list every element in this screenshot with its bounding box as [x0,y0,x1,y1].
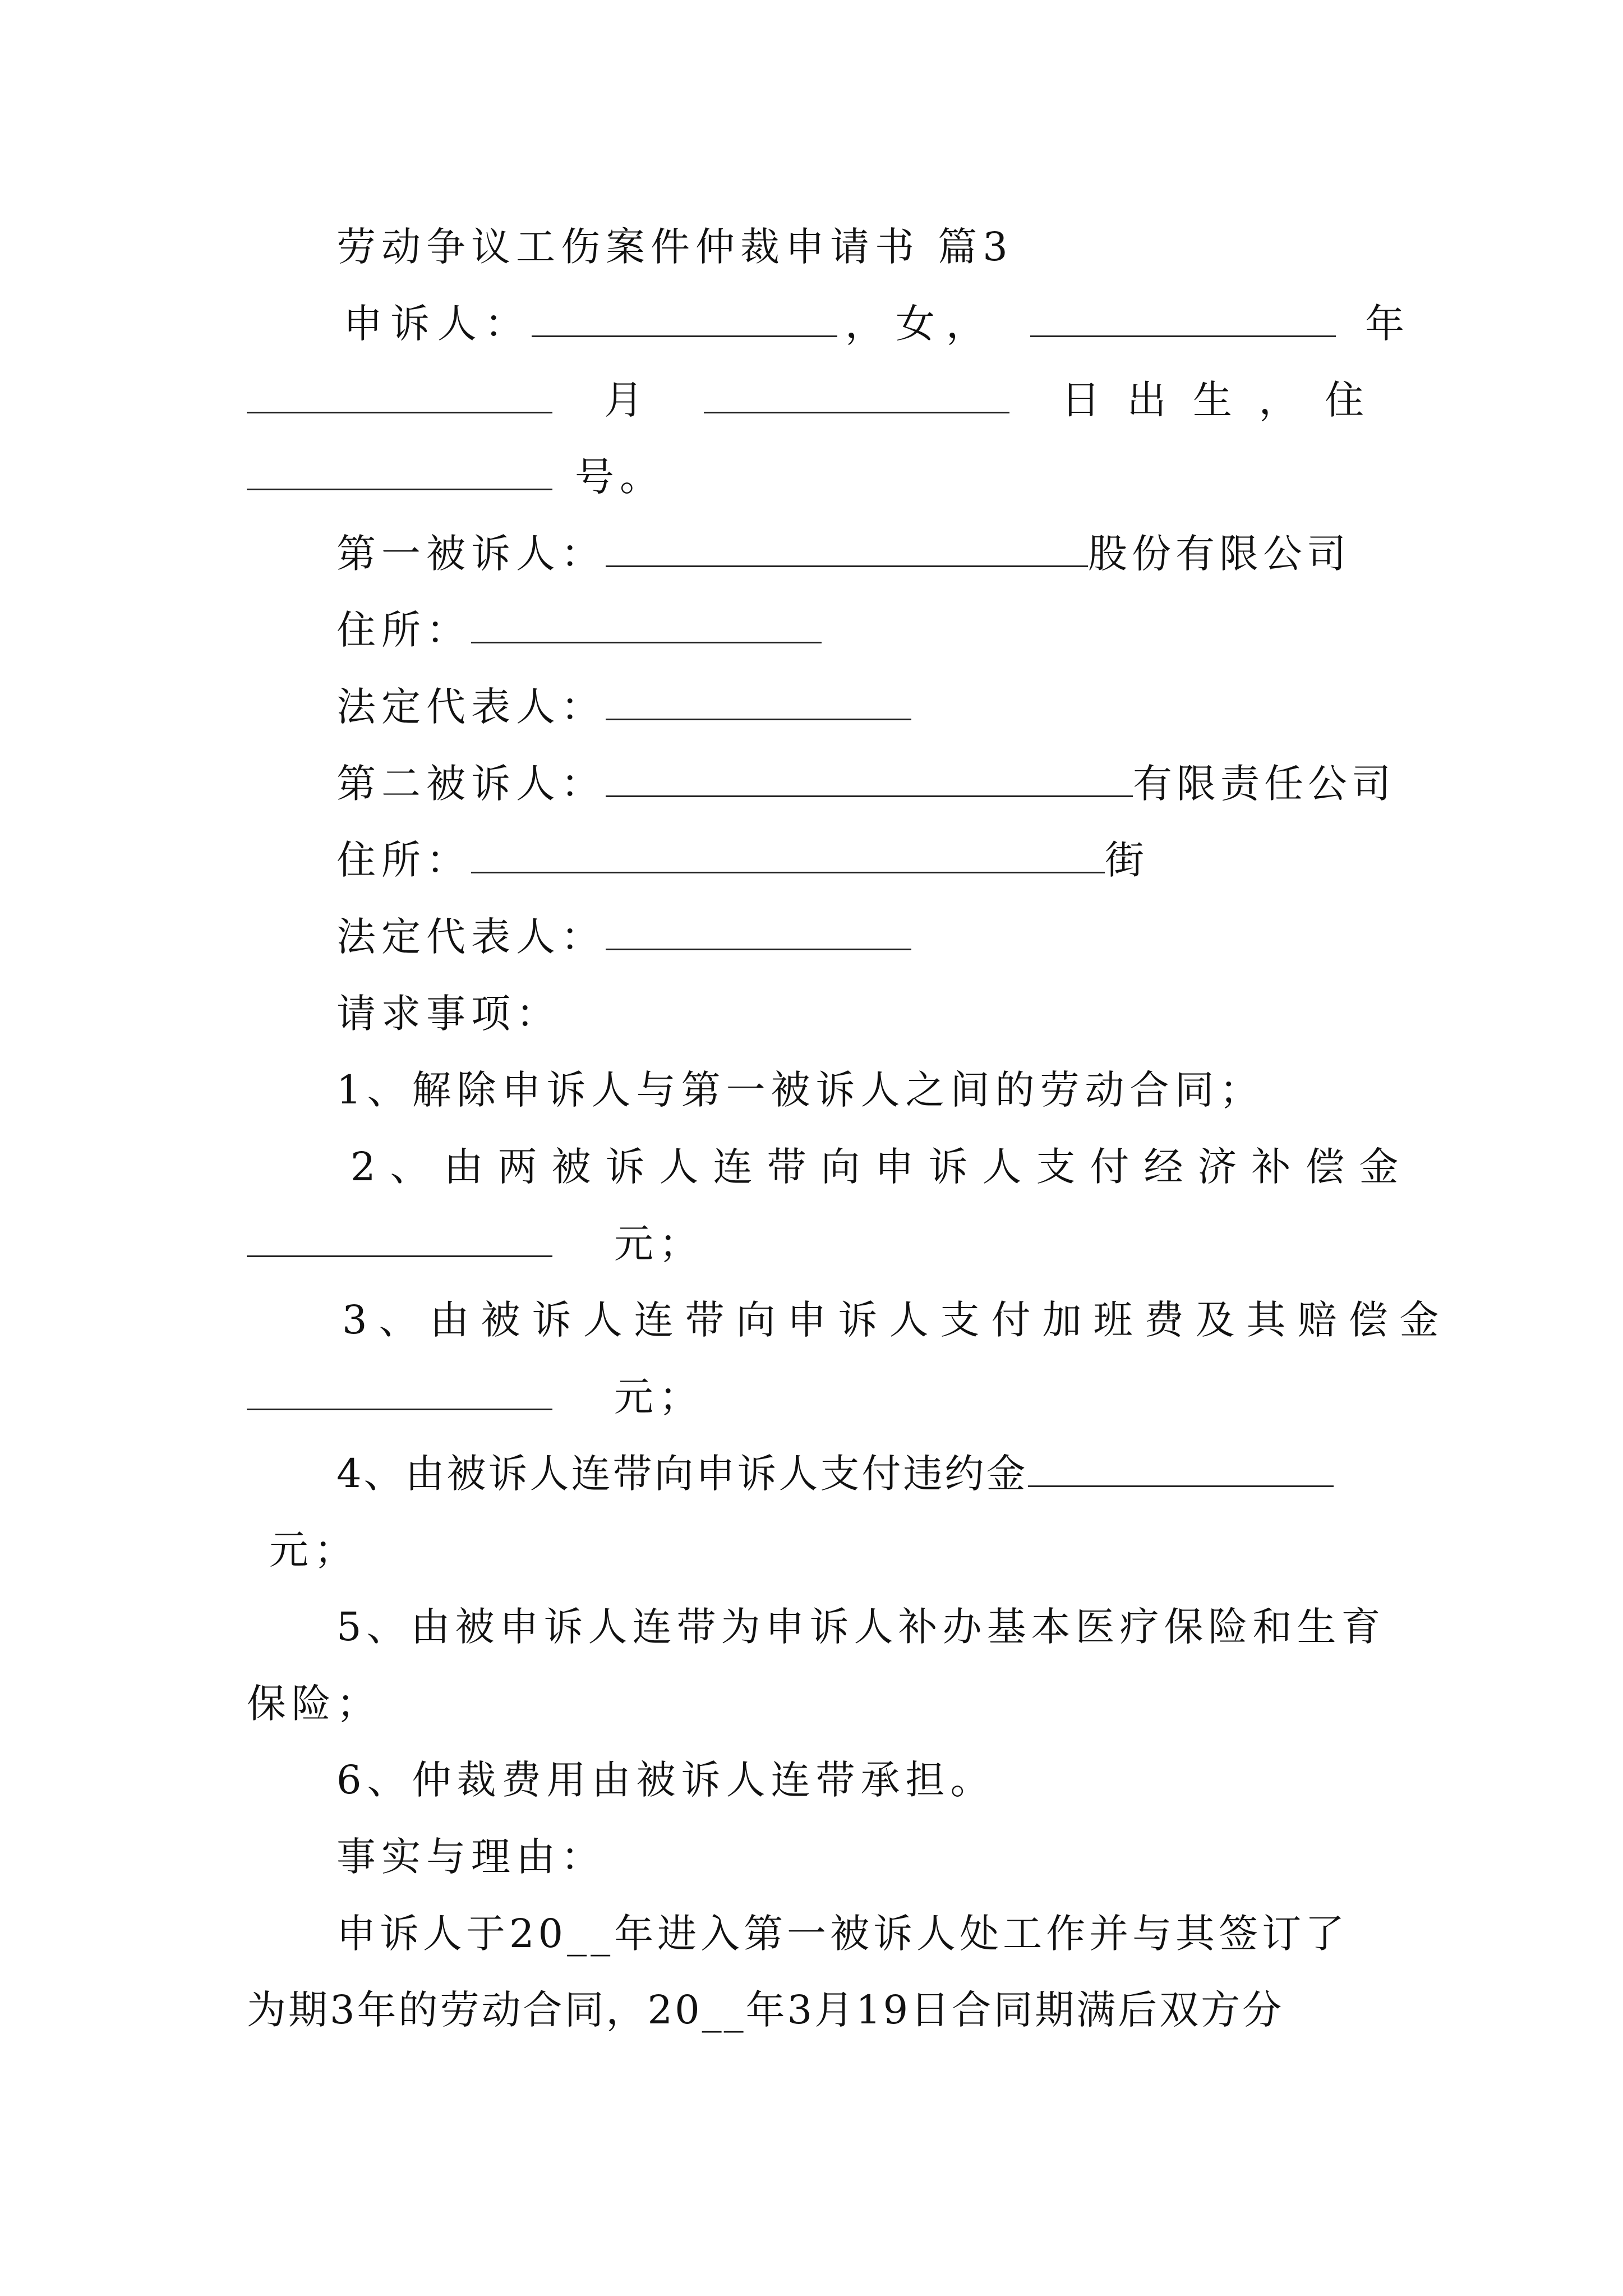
facts-heading: 事实与理由： [336,1834,606,1880]
claim-item-2-unit: 元； [614,1221,704,1267]
residence-number-blank [247,454,552,490]
claim-item-4: 4、由被诉人连带向申诉人支付违约金 [336,1451,1028,1497]
document-title: 劳动争议工伤案件仲裁申请书 篇3 [336,224,1013,270]
claim-item-4-amount-blank [1028,1451,1334,1487]
birth-year-label: 年 [1365,301,1404,347]
respondent1-address-label: 住所： [336,607,471,653]
claim-item-2-amount-blank [247,1221,552,1257]
respondent2-suffix: 有限责任公司 [1133,761,1395,807]
applicant-name-blank [532,301,837,337]
claim-item-3-unit: 元； [614,1374,704,1420]
respondent2-address-blank [471,837,1105,873]
claim-item-4-line [336,1448,1334,1499]
respondent2-rep-blank [606,914,911,950]
applicant-gender: ，女， [845,301,997,347]
respondent2-name-blank [606,761,1133,797]
facts-line-2: 为期3年的劳动合同，20__年3月19日合同期满后双方分 [247,1987,1284,2033]
applicant-line-3 [247,452,665,502]
applicant-line-1 [343,298,1404,349]
applicant-label: 申诉人： [343,301,532,347]
birth-year-blank [1030,301,1336,337]
claim-item-3-amount-blank [247,1374,552,1410]
claim-item-2: 2、由两被诉人连带向申诉人支付经济补偿金 [351,1144,1413,1190]
respondent2-rep-line [336,912,911,962]
claim-item-4-unit: 元； [269,1527,359,1573]
respondent1-rep-line [336,682,911,732]
respondent2-rep-label: 法定代表人： [336,914,606,960]
applicant-line-2 [247,375,1392,425]
facts-line-1: 申诉人于20__年进入第一被诉人处工作并与其签订了 [336,1911,1349,1957]
respondent2-address-suffix: 街 [1105,837,1144,883]
claim-item-5-cont: 保险； [247,1681,381,1727]
claims-heading: 请求事项： [336,991,561,1037]
birth-residence-text: 日 出 生 ， 住 [1061,377,1364,423]
claim-item-3-cont [247,1372,704,1422]
claim-item-1: 1、解除申诉人与第一被诉人之间的劳动合同； [336,1067,1265,1113]
birth-month-blank [247,377,552,413]
claim-item-6: 6、仲裁费用由被诉人连带承担。 [336,1757,995,1803]
birth-day-blank [704,377,1009,413]
claim-item-3: 3、由被诉人连带向申诉人支付加班费及其赔偿金 [342,1297,1451,1343]
birth-month-label: 月 [604,377,643,423]
respondent1-rep-blank [606,684,911,720]
respondent1-name-blank [606,531,1088,567]
respondent1-line [336,528,1350,579]
respondent1-address-line [336,605,822,655]
respondent1-label: 第一被诉人： [336,531,606,577]
respondent2-address-line [336,835,1144,885]
respondent2-label: 第二被诉人： [336,761,606,807]
claim-item-2-cont [247,1218,704,1269]
respondent1-suffix: 股份有限公司 [1088,531,1350,577]
residence-number-label: 号。 [575,454,665,500]
claim-item-5: 5、由被申诉人连带为申诉人补办基本医疗保险和生育 [336,1604,1386,1650]
respondent2-line [336,758,1395,809]
respondent1-rep-label: 法定代表人： [336,684,606,730]
respondent2-address-label: 住所： [336,837,471,883]
respondent1-address-blank [471,607,822,643]
